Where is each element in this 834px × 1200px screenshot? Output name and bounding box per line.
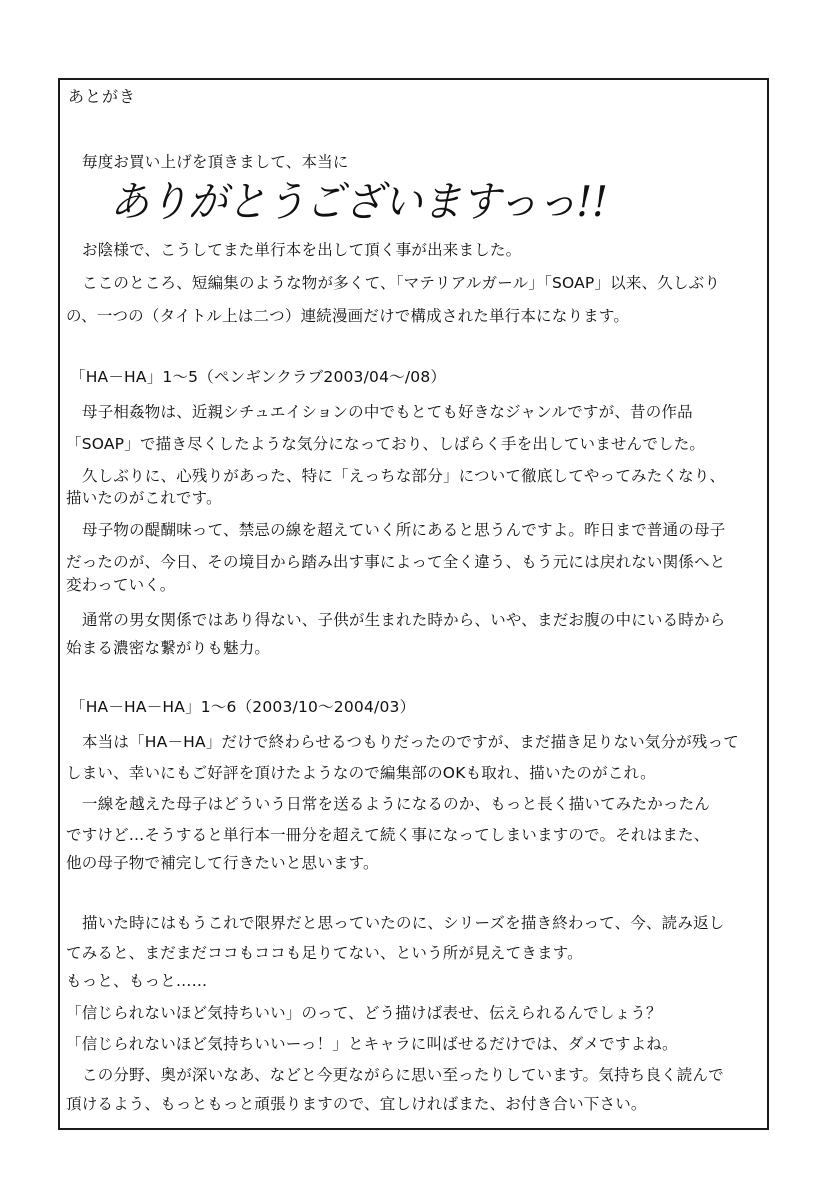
closing-line: 「信じられないほど気持ちいいーっ！」とキャラに叫ばせるだけでは、ダメですよね。 bbox=[66, 1035, 678, 1053]
section-title-ha-ha: 「HA－HA」1～5（ペンギンクラブ2003/04～/08） bbox=[70, 368, 447, 386]
intro-line: 毎度お買い上げを頂きまして、本当に bbox=[82, 153, 349, 171]
section1-line: 変わっていく。 bbox=[66, 576, 176, 594]
section2-line: 一線を越えた母子はどういう日常を送るようになるのか、もっと長く描いてみたかったん bbox=[82, 795, 711, 813]
section2-line: 他の母子物で補完して行きたいと思います。 bbox=[66, 854, 379, 872]
closing-line: この分野、奥が深いなあ、などと今更ながらに思い至ったりしています。気持ち良く読んで bbox=[82, 1066, 724, 1084]
intro-line: の、一つの（タイトル上は二つ）連続漫画だけで構成された単行本になります。 bbox=[66, 307, 630, 325]
closing-line: てみると、まだまだココもココも足りてない、という所が見えてきます。 bbox=[66, 944, 583, 962]
section-title-ha-ha-ha: 「HA－HA－HA」1～6（2003/10～2004/03） bbox=[70, 698, 416, 716]
section2-line: ですけど…そうすると単行本一冊分を超えて続く事になってしまいますので。それはまた、 bbox=[66, 826, 710, 844]
section1-line: 「SOAP」で描き尽くしたような気分になっており、しばらく手を出していませんでした。 bbox=[66, 435, 706, 453]
closing-line: 「信じられないほど気持ちいい」のって、どう描けば表せ、伝えられるんでしょう？ bbox=[66, 1004, 662, 1022]
closing-line: もっと、もっと…… bbox=[66, 972, 208, 990]
intro-line: ここのところ、短編集のような物が多くて、「マテリアルガール」「SOAP」以来、久しぶり bbox=[82, 274, 721, 292]
section1-line: 母子相姦物は、近親シチュエイションの中でもとても好きなジャンルですが、昔の作品 bbox=[82, 403, 693, 421]
section1-line: 通常の男女関係ではあり得ない、子供が生まれた時から、いや、まだお腹の中にいる時から bbox=[82, 611, 726, 629]
page-heading: あとがき bbox=[68, 87, 137, 106]
section1-line: だったのが、今日、その境目から踏み出す事によって全く違う、もう元には戻れない関係へと bbox=[66, 553, 726, 571]
section2-line: 本当は「HA－HA」だけで終わらせるつもりだったのですが、まだ描き足りない気分が残って bbox=[82, 733, 739, 751]
section1-line: 母子物の醍醐味って、禁忌の線を超えていく所にあると思うんですよ。昨日まで普通の母子 bbox=[82, 521, 726, 539]
closing-line: 描いた時にはもうこれで限界だと思っていたのに、シリーズを描き終わって、今、読み返し bbox=[82, 914, 725, 932]
section2-line: しまい、幸いにもご好評を頂けたようなので編集部のOKも取れ、描いたのがこれ。 bbox=[66, 764, 656, 782]
thanks-headline: ありがとうございますっっ!! bbox=[110, 177, 608, 226]
intro-line: お陰様で、こうしてまた単行本を出して頂く事が出来ました。 bbox=[82, 241, 522, 259]
section1-line: 描いたのがこれです。 bbox=[66, 489, 222, 507]
closing-line: 頂けるよう、もっともっと頑張りますので、宜しければまた、お付き合い下さい。 bbox=[66, 1095, 647, 1113]
section1-line: 始まる濃密な繋がりも魅力。 bbox=[66, 639, 271, 657]
section1-line: 久しぶりに、心残りがあった、特に「えっちな部分」について徹底してやってみたくなり、 bbox=[82, 467, 726, 485]
